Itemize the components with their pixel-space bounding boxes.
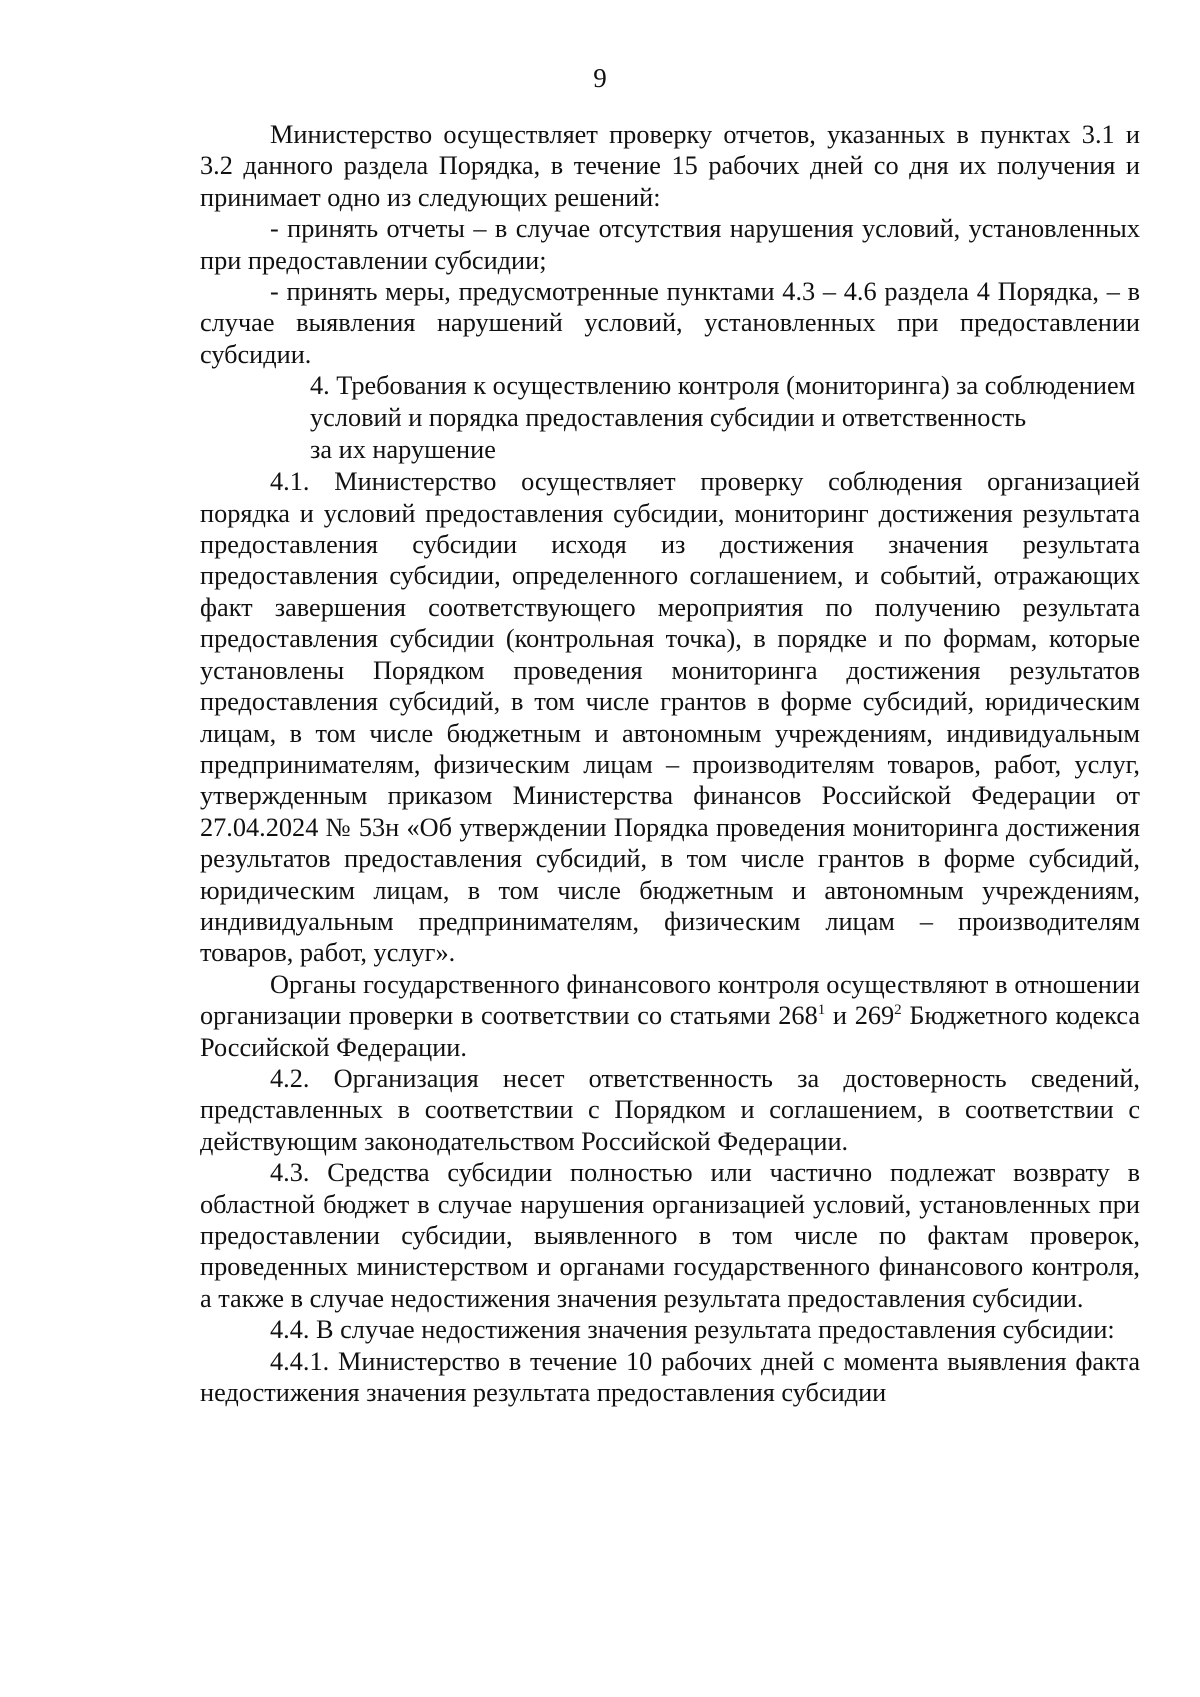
section-heading-line-3: за их нарушение xyxy=(310,435,496,465)
control-organs-text-start: Органы государственного финансового контроля осуществляют в отношении организации проверки в соответствии со статьями 268 xyxy=(200,969,1140,1031)
list-item-accept-reports: - принять отчеты – в случае отсутствия нарушения условий, установленных при предоставлении субсидии; xyxy=(200,214,1140,275)
paragraph-4-4: 4.4. В случае недостижения значения результата предоставления субсидии: xyxy=(270,1315,1115,1345)
paragraph-report-review: Министерство осуществляет проверку отчетов, указанных в пунктах 3.1 и 3.2 данного раздела Порядка, в течение 15 рабочих дней со дня их получения и принимает одно из следующих решений: xyxy=(200,120,1140,212)
control-organs-text-end: Бюджетного кодекса Российской Федерации. xyxy=(200,1001,1141,1062)
superscript-2: 2 xyxy=(894,1002,902,1019)
paragraph-4-1: 4.1. Министерство осуществляет проверку соблюдения организацией порядка и условий предоставления субсидии, мониторинг достижения результата предоставления субсидии исходя из достижения значения результата предоставления субсидии, определенного соглашением, и событий, отражающих факт завершения соответствующего мероприятия по получению результата предоставления субсидии (контрольная точка), в порядке и по формам, которые установлены Порядком проведения мониторинга достижения результатов предоставления субсидий, в том числе грантов в форме субсидий, юридическим лицам, в том числе бюджетным и автономным учреждениям, индивидуальным предпринимателям, физическим лицам – производителям товаров, работ, услуг, утвержденным приказом Министерства финансов Российской Федерации от 27.04.2024 № 53н «Об утверждении Порядка проведения мониторинга достижения результатов предоставления субсидий, в том числе грантов в форме субсидий, юридическим лицам, в том числе бюджетным и автономным учреждениям, индивидуальным предпринимателям, физическим лицам – производителям товаров, работ, услуг». xyxy=(200,467,1140,968)
paragraph-control-organs xyxy=(200,969,1140,1063)
paragraph-4-2: 4.2. Организация несет ответственность за достоверность сведений, представленных в соответствии с Порядком и соглашением, в соответствии с действующим законодательством Российской Федерации. xyxy=(200,1063,1140,1156)
list-item-take-measures: - принять меры, предусмотренные пунктами 4.3 – 4.6 раздела 4 Порядка, – в случае выявления нарушений условий, установленных при предоставлении субсидии. xyxy=(200,277,1140,369)
superscript-1: 1 xyxy=(817,1002,826,1019)
document-body xyxy=(200,119,1140,1408)
page-number: 9 xyxy=(593,63,607,93)
paragraph-4-4-1: 4.4.1. Министерство в течение 10 рабочих дней с момента выявления факта недостижения значения результата предоставления субсидии xyxy=(200,1346,1140,1408)
section-heading-line-1: 4. Требования к осуществлению контроля (мониторинга) за соблюдением xyxy=(310,371,1136,401)
paragraph-4-3: 4.3. Средства субсидии полностью или частично подлежат возврату в областной бюджет в случае нарушения организацией условий, установленных при предоставлении субсидии, выявленного в том числе по фактам проверок, проведенных министерством и органами государственного финансового контроля, а также в случае недостижения значения результата предоставления субсидии. xyxy=(200,1158,1140,1313)
section-heading-line-2: условий и порядка предоставления субсидии и ответственность xyxy=(310,403,1027,433)
section-heading xyxy=(200,370,1140,466)
control-organs-text-mid: и 269 xyxy=(825,1001,895,1031)
